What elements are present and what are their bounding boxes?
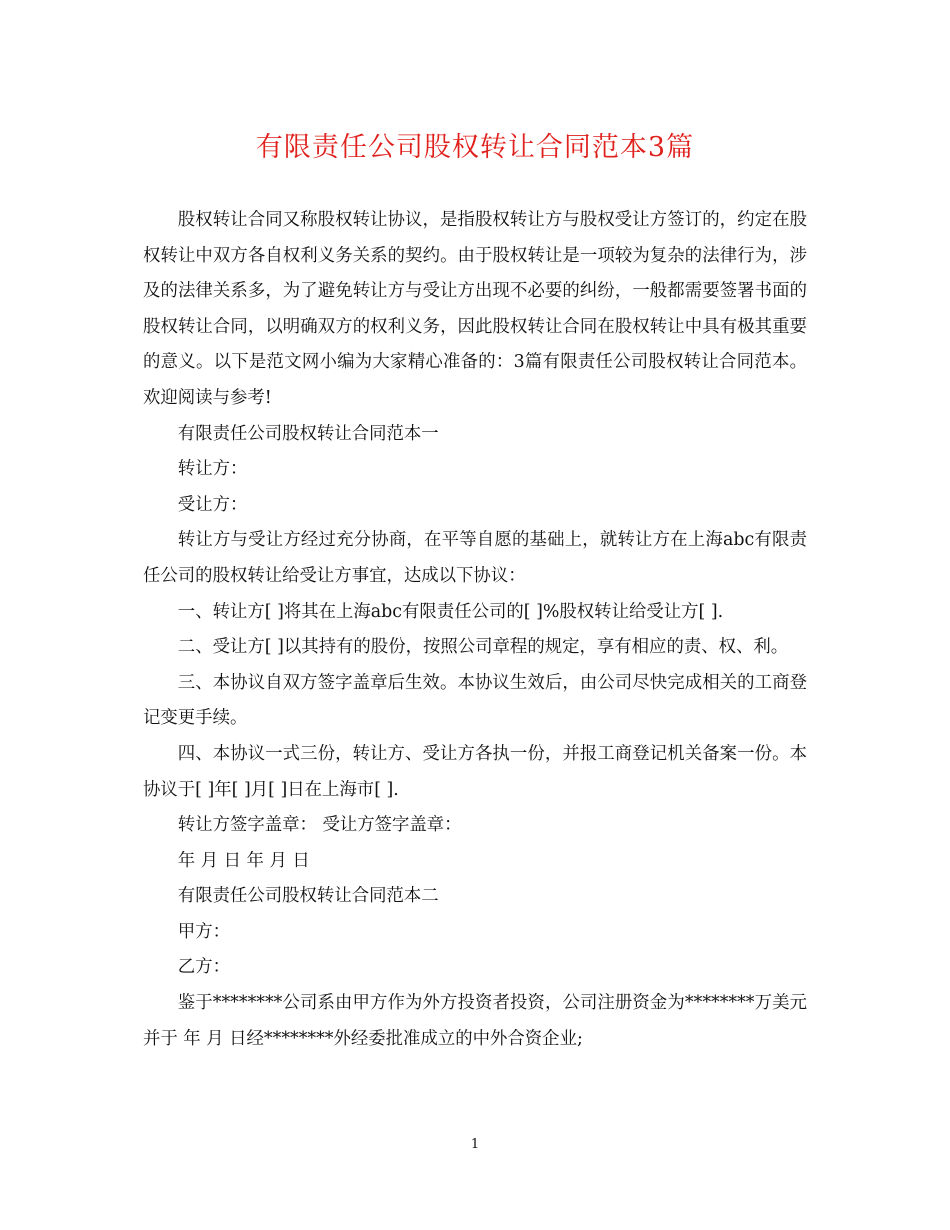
whereas-paragraph: 鉴于********公司系由甲方作为外方投资者投资，公司注册资金为********万美元并于 年 月 日经********外经委批准成立的中外合资企业; xyxy=(143,993,807,1049)
intro-paragraph: 股权转让合同又称股权转让协议，是指股权转让方与股权受让方签订的，约定在股权转让中双方各自权利义务关系的契约。由于股权转让是一项较为复杂的法律行为，涉及的法律关系多，为了避免转让方与受让方出现不必要的纠纷，一般都需要签署书面的股权转让合同，以明确双方的权利义务，因此股权转让合同在股权转让中具有极其重要的意义。以下是范文网小编为大家精心准备的：3篇有限责任公司股权转让合同范本。欢迎阅读与参考! xyxy=(143,210,807,408)
section-heading-one: 有限责任公司股权转让合同范本一 xyxy=(177,423,439,444)
transferor-line: 转让方： xyxy=(177,459,248,480)
party-b-line: 乙方： xyxy=(177,957,230,978)
party-a-line: 甲方： xyxy=(177,921,230,942)
page-number: 1 xyxy=(470,1137,480,1152)
transferee-line: 受让方： xyxy=(177,494,248,515)
clause-four: 四、本协议一式三份，转让方、受让方各执一份，并报工商登记机关备案一份。本协议于[ ]年[ ]月[ ]日在上海市[ ]. xyxy=(143,743,807,800)
agreement-preamble: 转让方与受让方经过充分协商，在平等自愿的基础上，就转让方在上海abc有限责任公司的股权转让给受让方事宜，达成以下协议： xyxy=(143,530,807,586)
clause-two: 二、受让方[ ]以其持有的股份，按照公司章程的规定，享有相应的责、权、利。 xyxy=(177,637,789,658)
section-heading-two: 有限责任公司股权转让合同范本二 xyxy=(177,886,439,907)
clause-one: 一、转让方[ ]将其在上海abc有限责任公司的[ ]%股权转让给受让方[ ]. xyxy=(177,601,724,622)
document-body xyxy=(143,203,807,1057)
clause-three: 三、本协议自双方签字盖章后生效。本协议生效后，由公司尽快完成相关的工商登记变更手续。 xyxy=(143,672,807,729)
date-line: 年 月 日 年 月 日 xyxy=(177,850,310,871)
signature-line: 转让方签字盖章： 受让方签字盖章： xyxy=(177,815,462,836)
document-title: 有限责任公司股权转让合同范本3篇 xyxy=(255,132,695,163)
